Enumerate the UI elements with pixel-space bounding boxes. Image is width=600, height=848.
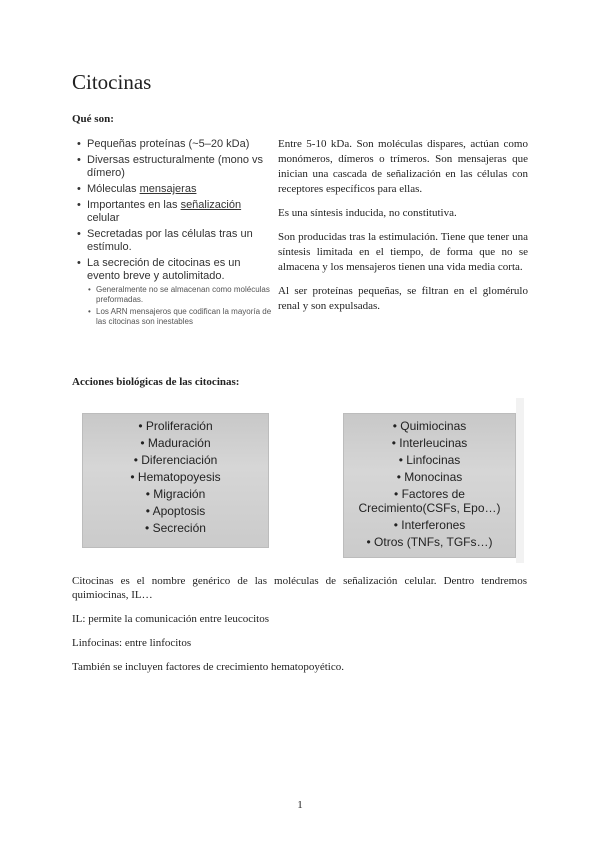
paragraph: Entre 5-10 kDa. Son moléculas dispares, actúan como monómeros, dímeros o trímeros. Son mensajeras que inician una cascada de señalización en las células con receptores específicos para ellas. xyxy=(278,138,528,195)
citocinas-types-box xyxy=(343,413,516,558)
bullet-item xyxy=(76,183,276,196)
bullet-item: • Pequeñas proteínas (~5–20 kDa) xyxy=(76,138,276,151)
type-item: • Interferones xyxy=(344,517,515,534)
bullet-text: Móleculas xyxy=(87,183,137,195)
paragraph: Linfocinas: entre linfocitos xyxy=(72,637,192,649)
sub-bullet-item: • Generalmente no se almacenan como moléculas preformadas. xyxy=(87,285,276,305)
type-item: • Factores de Crecimiento(CSFs, Epo…) xyxy=(344,487,515,515)
acciones-box xyxy=(82,413,269,548)
paragraph: Es una síntesis inducida, no constitutiva. xyxy=(278,207,457,219)
bullet-item: • Secretadas por las células tras un estímulo. xyxy=(76,228,276,254)
bullet-list-que-son xyxy=(76,138,276,330)
acciones-item: • Apoptosis xyxy=(83,503,268,520)
type-item: • Monocinas xyxy=(344,469,515,486)
acciones-item: • Maduración xyxy=(83,435,268,452)
paragraph: Citocinas es el nombre genérico de las moléculas de señalización celular. Dentro tendremos quimiocinas, IL… xyxy=(72,575,527,601)
bullet-text: Importantes en las xyxy=(87,199,178,211)
paragraph: Al ser proteínas pequeñas, se filtran en el glomérulo renal y son expulsadas. xyxy=(278,285,528,312)
page-number: 1 xyxy=(297,799,303,811)
page-title: Citocinas xyxy=(72,70,152,94)
bullet-item xyxy=(76,257,276,327)
sub-bullet-list xyxy=(87,285,276,327)
acciones-item: • Migración xyxy=(83,486,268,503)
sub-bullet-item: • Los ARN mensajeros que codifican la mayoría de las citocinas son inestables xyxy=(87,307,276,327)
bullet-item: • Diversas estructuralmente (mono vs dímero) xyxy=(76,154,276,180)
acciones-item: • Secreción xyxy=(83,520,268,537)
type-item: • Linfocinas xyxy=(344,452,515,469)
bullet-text: celular xyxy=(87,212,120,224)
bullet-underlined-text: mensajeras xyxy=(139,183,197,195)
bottom-text xyxy=(72,574,527,684)
box-shadow-decoration xyxy=(516,398,524,563)
acciones-item: • Proliferación xyxy=(83,418,268,435)
type-item: • Quimiocinas xyxy=(344,418,515,435)
section-heading-que-son: Qué son: xyxy=(72,113,114,125)
bullet-item xyxy=(76,199,276,225)
bullet-underlined-text: señalización xyxy=(180,199,242,211)
paragraph: También se incluyen factores de crecimiento hematopoyético. xyxy=(72,661,344,673)
section-heading-acciones: Acciones biológicas de las citocinas: xyxy=(72,376,240,388)
paragraph: Son producidas tras la estimulación. Tiene que tener una síntesis limitada en el tiempo, de forma que no se almacena y los mensajeros tienen una vida media corta. xyxy=(278,231,528,273)
acciones-item: • Hematopoyesis xyxy=(83,469,268,486)
type-item: • Interleucinas xyxy=(344,435,515,452)
paragraph: IL: permite la comunicación entre leucocitos xyxy=(72,613,270,625)
bullet-text: La secreción de citocinas es un evento breve y autolimitado. xyxy=(87,257,241,282)
type-item: • Otros (TNFs, TGFs…) xyxy=(344,534,515,551)
description-text xyxy=(278,137,528,323)
acciones-item: • Diferenciación xyxy=(83,452,268,469)
